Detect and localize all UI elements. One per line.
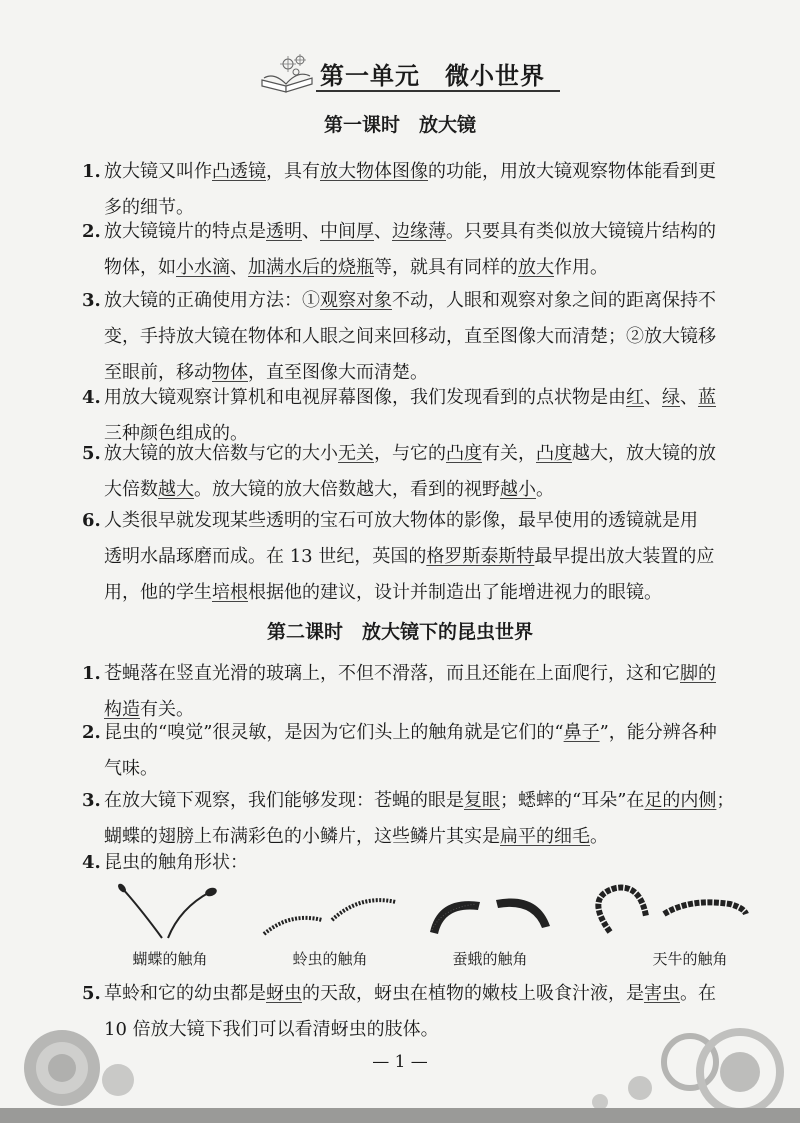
answer-blank: 足的内侧 <box>644 790 717 811</box>
text-segment: 。在 <box>680 983 716 1004</box>
text-segment: 。只要具有类似放大镜镜片结构的 <box>446 221 716 242</box>
lesson1-item <box>82 214 744 286</box>
item-number: 4. <box>82 387 101 408</box>
lesson-1-title: 第一课时 放大镜 <box>323 114 476 136</box>
text-segment: 。 <box>590 826 608 847</box>
text-segment: 物体，如 <box>104 257 176 278</box>
item-number: 2. <box>82 722 101 743</box>
text-segment: 最早提出放大装置的应 <box>534 546 715 567</box>
text-segment: 至眼前，移动 <box>104 362 212 383</box>
unit-header <box>258 50 558 96</box>
text-segment: 昆虫的触角形状： <box>104 852 248 873</box>
text-segment: 多的细节。 <box>104 197 194 218</box>
lesson1-item <box>82 503 744 611</box>
answer-blank: 凸透镜 <box>212 161 266 182</box>
text-segment: 有关。 <box>140 699 194 720</box>
item-text <box>104 503 744 611</box>
item-line <box>104 436 744 472</box>
item-number: 5. <box>82 983 101 1004</box>
item-text <box>104 214 744 286</box>
item-number: 6. <box>82 510 101 531</box>
text-segment: 的功能，用放大镜观察物体能看到更 <box>428 161 716 182</box>
item-text <box>104 715 744 787</box>
text-segment: ”，能分辨各种 <box>599 722 717 743</box>
answer-blank: 蚜虫 <box>266 983 302 1004</box>
antenna-silkmoth <box>420 878 560 968</box>
text-segment: 放大镜又叫作 <box>104 161 212 182</box>
answer-blank: 无关 <box>338 443 374 464</box>
text-segment: 。 <box>536 479 554 500</box>
lacewing-antenna-drawing <box>260 878 400 948</box>
item-text <box>104 845 744 881</box>
answer-blank: 放大 <box>518 257 554 278</box>
open-book-icon <box>258 50 318 94</box>
text-segment: 等，就具有同样的 <box>374 257 518 278</box>
caption-lacewing: 蛉虫的触角 <box>292 950 368 968</box>
unit-title-rule <box>316 90 560 92</box>
answer-blank: 红 <box>626 387 644 408</box>
text-segment: ； <box>716 790 735 811</box>
page-number: — 1 — <box>372 1052 428 1072</box>
item-number: 4. <box>82 852 101 873</box>
lesson1-item <box>82 283 744 391</box>
text-segment: 、 <box>374 221 392 242</box>
caption-silkmoth: 蚕蛾的触角 <box>452 950 528 968</box>
text-segment: 大倍数 <box>104 479 158 500</box>
text-segment: 、 <box>680 387 698 408</box>
item-line <box>104 656 744 692</box>
item-line <box>104 380 744 416</box>
item-line <box>104 539 744 575</box>
lesson-2-title: 第二课时 放大镜下的昆虫世界 <box>266 621 533 643</box>
longhorn-antenna-drawing <box>580 878 760 948</box>
answer-blank: 复眼 <box>464 790 500 811</box>
answer-blank: 加满水后的烧瓶 <box>248 257 374 278</box>
lesson1-item <box>82 436 744 508</box>
item-line <box>104 214 744 250</box>
silkmoth-antenna-drawing <box>420 878 560 948</box>
item-line <box>104 976 744 1012</box>
text-segment: 草蛉和它的幼虫都是 <box>104 983 266 1004</box>
text-segment: 的天敌，蚜虫在植物的嫩枝上吸食汁液，是 <box>302 983 644 1004</box>
answer-blank: 中间厚 <box>320 221 374 242</box>
text-segment: 、 <box>230 257 248 278</box>
item-line <box>104 503 744 539</box>
answer-blank: 凸度 <box>446 443 482 464</box>
item-line <box>104 250 744 286</box>
text-segment: 不动，人眼和观察对象之间的距离保持不 <box>392 290 716 311</box>
answer-blank: 格罗斯泰斯特 <box>426 546 535 567</box>
text-segment: 用，他的学生 <box>104 582 212 603</box>
text-segment: 苍蝇落在竖直光滑的玻璃上，不但不滑落，而且还能在上面爬行，这和它 <box>104 663 680 684</box>
answer-blank: 凸度 <box>536 443 572 464</box>
text-segment: 气味。 <box>104 758 158 779</box>
answer-blank: 脚的 <box>680 663 716 684</box>
text-segment: 越大，放大镜的放 <box>572 443 716 464</box>
item-line <box>104 845 744 881</box>
answer-blank: 绿 <box>662 387 680 408</box>
lesson2-item <box>82 845 744 881</box>
item-number: 3. <box>82 790 101 811</box>
item-line <box>104 283 744 319</box>
answer-blank: 透明 <box>266 221 302 242</box>
item-text <box>104 436 744 508</box>
answer-blank: 物体 <box>212 362 248 383</box>
answer-blank: 边缘薄 <box>392 221 446 242</box>
antenna-longhorn <box>580 878 728 968</box>
item-number: 1. <box>82 161 101 182</box>
text-segment: 放大镜的正确使用方法：① <box>104 290 320 311</box>
item-line <box>104 783 744 819</box>
text-segment: 蝴蝶的翅膀上布满彩色的小鳞片，这些鳞片其实是 <box>104 826 500 847</box>
text-segment: 人类很早就发现某些透明的宝石可放大物体的影像，最早使用的透镜就是用 <box>104 510 698 531</box>
item-line <box>104 575 744 611</box>
caption-longhorn: 天牛的触角 <box>652 950 728 968</box>
text-segment: 三种颜色组成的。 <box>104 423 248 444</box>
text-segment: 透明水晶琢磨而成。在 13 世纪，英国的 <box>104 546 427 567</box>
answer-blank: 构造 <box>104 699 140 720</box>
butterfly-antenna-drawing <box>100 878 240 948</box>
text-segment: 根据他的建议，设计并制造出了能增进视力的眼镜。 <box>248 582 662 603</box>
text-segment: 有关， <box>482 443 536 464</box>
text-segment: ，具有 <box>266 161 320 182</box>
answer-blank: 越大 <box>158 479 194 500</box>
answer-blank: 观察对象 <box>320 290 392 311</box>
lesson2-item <box>82 715 744 787</box>
item-line <box>104 715 744 751</box>
answer-blank: 越小 <box>500 479 536 500</box>
text-segment: 放大镜镜片的特点是 <box>104 221 266 242</box>
text-segment: ，直至图像大而清楚。 <box>248 362 428 383</box>
answer-blank: 鼻子 <box>563 722 600 743</box>
answer-blank: 扁平的细毛 <box>500 826 590 847</box>
text-segment: 。放大镜的放大倍数越大，看到的视野 <box>194 479 500 500</box>
item-number: 5. <box>82 443 101 464</box>
text-segment: 昆虫的“嗅觉”很灵敏，是因为它们头上的触角就是它们的“ <box>104 722 564 743</box>
answer-blank: 小水滴 <box>176 257 230 278</box>
text-segment: 用放大镜观察计算机和电视屏幕图像，我们发现看到的点状物是由 <box>104 387 626 408</box>
item-line <box>104 154 744 190</box>
text-segment: 变，手持放大镜在物体和人眼之间来回移动，直至图像大而清楚；②放大镜移 <box>104 326 716 347</box>
text-segment: 、 <box>644 387 662 408</box>
text-segment: 、 <box>302 221 320 242</box>
item-text <box>104 283 744 391</box>
answer-blank: 蓝 <box>698 387 716 408</box>
antenna-lacewing <box>260 878 400 968</box>
text-segment: 10 倍放大镜下我们可以看清蚜虫的肢体。 <box>104 1019 439 1040</box>
item-number: 1. <box>82 663 101 684</box>
unit-title: 第一单元 微小世界 <box>320 61 545 90</box>
item-line <box>104 751 744 787</box>
antenna-butterfly <box>100 878 240 968</box>
text-segment: 在放大镜下观察，我们能够发现：苍蝇的眼是 <box>104 790 464 811</box>
text-segment: 作用。 <box>554 257 608 278</box>
caption-butterfly: 蝴蝶的触角 <box>132 950 208 968</box>
answer-blank: 放大物体图像 <box>320 161 428 182</box>
item-line <box>104 319 744 355</box>
antennae-illustrations <box>100 878 760 968</box>
item-number: 2. <box>82 221 101 242</box>
text-segment: 放大镜的放大倍数与它的大小 <box>104 443 338 464</box>
text-segment: ，与它的 <box>374 443 446 464</box>
item-number: 3. <box>82 290 101 311</box>
answer-blank: 害虫 <box>644 983 680 1004</box>
text-segment: ；蟋蟀的“耳朵”在 <box>500 790 645 811</box>
answer-blank: 培根 <box>212 582 248 603</box>
